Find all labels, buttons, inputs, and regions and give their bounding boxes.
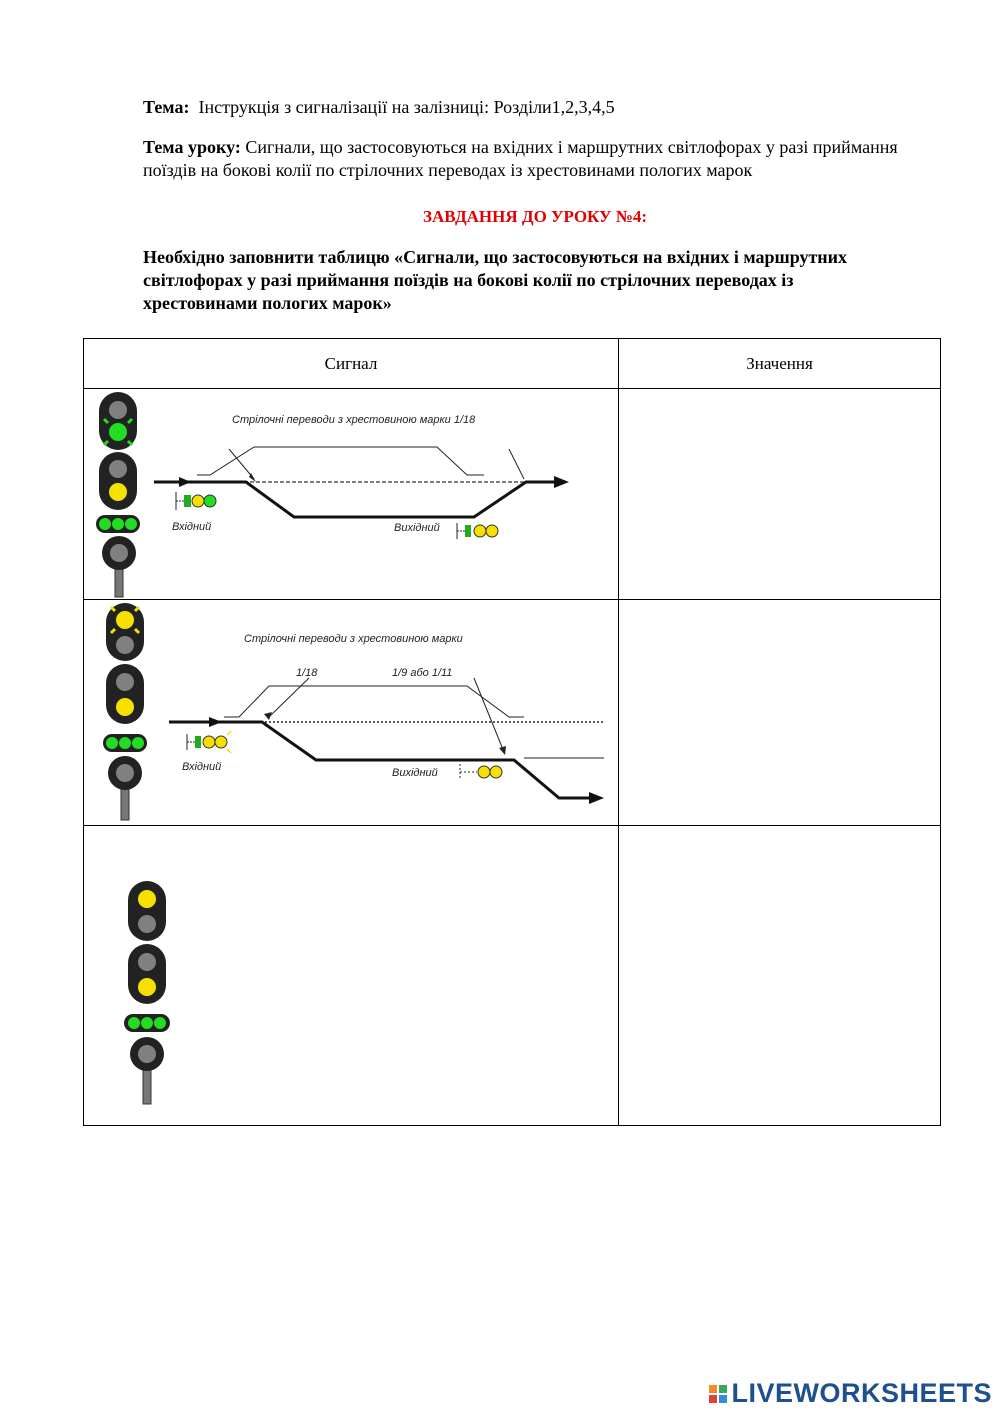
signal-diagram-2 xyxy=(84,600,618,825)
track-scheme xyxy=(169,633,604,804)
traffic-light-icon xyxy=(96,392,140,597)
liveworksheets-logo xyxy=(709,1378,992,1409)
traffic-light-icon xyxy=(103,603,147,820)
signals-table xyxy=(83,338,941,1126)
exit-label: Вихідний xyxy=(392,767,438,779)
topic-text: Інструкція з сигналізації на залізниці: Розділи1,2,3,4,5 xyxy=(198,97,615,117)
signal-cell-3 xyxy=(84,826,619,1126)
exit-signal-icon xyxy=(457,523,498,539)
logo-text: LIVEWORKSHEETS xyxy=(731,1378,992,1408)
table-row xyxy=(84,600,941,826)
task-title: ЗАВДАННЯ ДО УРОКУ №4: xyxy=(423,207,647,226)
lesson-label: Тема уроку: xyxy=(143,137,241,157)
logo-grid-icon xyxy=(709,1385,727,1403)
header-signal: Сигнал xyxy=(84,339,619,389)
meaning-cell-2[interactable] xyxy=(619,600,941,826)
topic-line xyxy=(143,96,615,119)
exit-label: Вихідний xyxy=(394,522,440,534)
traffic-light-icon xyxy=(124,881,170,1104)
mark-b-label: 1/9 або 1/11 xyxy=(392,667,453,679)
diagram-title: Стрілочні переводи з хрестовиною марки 1/18 xyxy=(232,414,476,426)
entry-label: Вхідний xyxy=(172,521,212,533)
header-meaning: Значення xyxy=(619,339,941,389)
exit-signal-icon xyxy=(460,764,502,780)
signal-diagram-3 xyxy=(84,826,618,1125)
lesson-paragraph xyxy=(143,136,903,182)
table-header-row xyxy=(84,339,941,389)
entry-label: Вхідний xyxy=(182,761,222,773)
diagram-title: Стрілочні переводи з хрестовиною марки xyxy=(244,633,463,645)
topic-label: Тема: xyxy=(143,97,190,117)
signal-diagram-1 xyxy=(84,389,618,599)
signal-cell-2 xyxy=(84,600,619,826)
lesson-text: Сигнали, що застосовуються на вхідних і маршрутних світлофорах у разі приймання поїздів на бокові колії по стрілочних переводах із хрестовинами пологих марок xyxy=(143,137,898,180)
table-row xyxy=(84,389,941,600)
entry-signal-icon xyxy=(187,731,231,753)
mark-a-label: 1/18 xyxy=(296,667,318,679)
entry-signal-icon xyxy=(176,492,216,510)
meaning-cell-1[interactable] xyxy=(619,389,941,600)
signal-cell-1 xyxy=(84,389,619,600)
track-scheme xyxy=(154,414,569,539)
table-row xyxy=(84,826,941,1126)
task-instruction: Необхідно заповнити таблицю «Сигнали, що застосовуються на вхідних і маршрутних світлофорах у разі приймання поїздів на бокові колії по стрілочних переводах із хрестовинами пологих марок» xyxy=(143,247,848,313)
meaning-cell-3[interactable] xyxy=(619,826,941,1126)
